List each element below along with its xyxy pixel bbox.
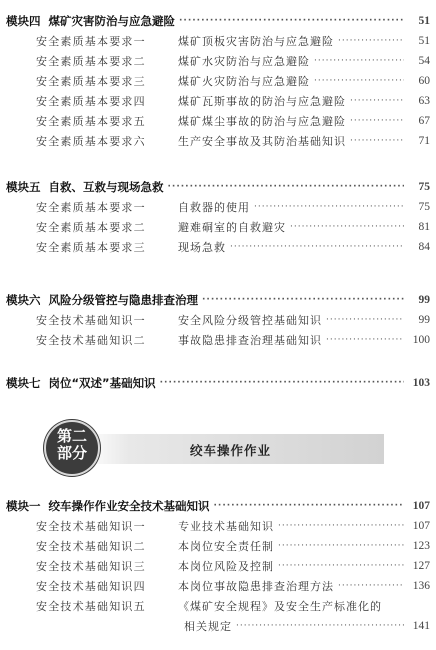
entry-requirement: 安全素质基本要求四 bbox=[36, 95, 146, 108]
page-number: 107 bbox=[412, 520, 430, 532]
page-number: 100 bbox=[412, 334, 430, 346]
dot-leader bbox=[338, 36, 404, 46]
entry-requirement: 安全素质基本要求二 bbox=[36, 55, 146, 68]
dot-leader bbox=[350, 96, 404, 106]
part-badge-label bbox=[46, 428, 98, 462]
dot-leader bbox=[168, 182, 405, 192]
toc-module-4 bbox=[6, 11, 430, 151]
page-number: 51 bbox=[418, 15, 430, 27]
toc-entry[interactable] bbox=[6, 556, 430, 576]
module-label: 模块七 bbox=[6, 376, 41, 390]
toc-entry[interactable] bbox=[6, 197, 430, 217]
entry-requirement: 安全技术基础知识一 bbox=[36, 520, 146, 533]
entry-requirement: 安全素质基本要求五 bbox=[36, 115, 146, 128]
dot-leader bbox=[314, 76, 404, 86]
entry-title: 《煤矿安全规程》及安全生产标准化的 bbox=[178, 600, 382, 613]
entry-title: 本岗位安全责任制 bbox=[178, 540, 274, 553]
toc-entry[interactable] bbox=[6, 111, 430, 131]
dot-leader bbox=[278, 521, 404, 531]
page-number: 99 bbox=[418, 294, 430, 306]
module-title: 煤矿灾害防治与应急避险 bbox=[48, 14, 175, 28]
module-label: 模块一 bbox=[6, 499, 41, 513]
toc-entry[interactable] bbox=[6, 237, 430, 257]
part-badge-line1: 第二 bbox=[56, 427, 87, 445]
module-label: 模块四 bbox=[6, 14, 41, 28]
entry-title: 现场急救 bbox=[178, 241, 226, 254]
entry-title: 本岗位风险及控制 bbox=[178, 560, 274, 573]
dot-leader bbox=[350, 116, 404, 126]
dot-leader bbox=[202, 295, 404, 305]
toc-part2-module-1 bbox=[6, 496, 430, 636]
entry-title: 生产安全事故及其防治基础知识 bbox=[178, 135, 346, 148]
toc-module-heading[interactable] bbox=[6, 11, 430, 31]
entry-title: 煤矿煤尘事故的防治与应急避险 bbox=[178, 115, 346, 128]
page-number: 107 bbox=[412, 500, 430, 512]
module-label: 模块六 bbox=[6, 293, 41, 307]
toc-module-heading[interactable] bbox=[6, 373, 430, 393]
dot-leader bbox=[236, 621, 404, 631]
toc-entry[interactable] bbox=[6, 131, 430, 151]
module-title: 自救、互救与现场急救 bbox=[48, 180, 164, 194]
dot-leader bbox=[278, 541, 404, 551]
entry-title: 自救器的使用 bbox=[178, 201, 250, 214]
module-title: 岗位“双述”基础知识 bbox=[48, 376, 156, 390]
page-number: 63 bbox=[418, 95, 430, 107]
page-number: 136 bbox=[412, 580, 430, 592]
page-number: 84 bbox=[418, 241, 430, 253]
dot-leader bbox=[230, 242, 404, 252]
module-label: 模块五 bbox=[6, 180, 41, 194]
toc-module-7 bbox=[6, 373, 430, 393]
dot-leader bbox=[338, 581, 404, 591]
dot-leader bbox=[326, 335, 404, 345]
entry-title: 煤矿顶板灾害防治与应急避险 bbox=[178, 35, 334, 48]
toc-entry[interactable] bbox=[6, 516, 430, 536]
page-number: 54 bbox=[418, 55, 430, 67]
module-title: 绞车操作作业安全技术基础知识 bbox=[48, 499, 210, 513]
dot-leader bbox=[214, 501, 405, 511]
entry-requirement: 安全技术基础知识四 bbox=[36, 580, 146, 593]
entry-title: 煤矿瓦斯事故的防治与应急避险 bbox=[178, 95, 346, 108]
part-badge-line2: 部分 bbox=[56, 444, 87, 462]
toc-module-6 bbox=[6, 290, 430, 350]
toc-entry[interactable] bbox=[6, 51, 430, 71]
entry-requirement: 安全素质基本要求一 bbox=[36, 35, 146, 48]
entry-requirement: 安全素质基本要求六 bbox=[36, 135, 146, 148]
entry-requirement: 安全技术基础知识三 bbox=[36, 560, 146, 573]
toc-entry[interactable] bbox=[6, 71, 430, 91]
toc-entry[interactable] bbox=[6, 91, 430, 111]
entry-title: 事故隐患排查治理基础知识 bbox=[178, 334, 322, 347]
dot-leader bbox=[326, 315, 404, 325]
dot-leader bbox=[254, 202, 404, 212]
entry-requirement: 安全素质基本要求一 bbox=[36, 201, 146, 214]
dot-leader bbox=[160, 378, 404, 388]
toc-module-heading[interactable] bbox=[6, 496, 430, 516]
toc-entry[interactable] bbox=[6, 536, 430, 556]
entry-requirement: 安全素质基本要求二 bbox=[36, 221, 146, 234]
dot-leader bbox=[179, 16, 404, 26]
page-number: 60 bbox=[418, 75, 430, 87]
toc-entry-continuation[interactable] bbox=[6, 616, 430, 636]
entry-title: 本岗位事故隐患排查治理方法 bbox=[178, 580, 334, 593]
toc-entry[interactable] bbox=[6, 310, 430, 330]
entry-requirement: 安全素质基本要求三 bbox=[36, 75, 146, 88]
module-title: 风险分级管控与隐患排查治理 bbox=[48, 293, 198, 307]
page-number: 71 bbox=[418, 135, 430, 147]
page-number: 67 bbox=[418, 115, 430, 127]
entry-requirement: 安全技术基础知识五 bbox=[36, 600, 146, 613]
dot-leader bbox=[314, 56, 404, 66]
page-number: 123 bbox=[412, 540, 430, 552]
part-title: 绞车操作作业 bbox=[190, 443, 272, 458]
entry-requirement: 安全技术基础知识二 bbox=[36, 334, 146, 347]
page-number: 141 bbox=[412, 620, 430, 632]
page-number: 103 bbox=[412, 377, 430, 389]
page-number: 81 bbox=[418, 221, 430, 233]
toc-module-heading[interactable] bbox=[6, 177, 430, 197]
page-number: 127 bbox=[412, 560, 430, 572]
dot-leader bbox=[350, 136, 404, 146]
toc-entry[interactable] bbox=[6, 576, 430, 596]
page-number: 51 bbox=[418, 35, 430, 47]
entry-requirement: 安全技术基础知识一 bbox=[36, 314, 146, 327]
dot-leader bbox=[278, 561, 404, 571]
page-number: 75 bbox=[418, 181, 430, 193]
part-banner bbox=[44, 420, 386, 476]
page-number: 99 bbox=[418, 314, 430, 326]
entry-requirement: 安全技术基础知识二 bbox=[36, 540, 146, 553]
dot-leader bbox=[290, 222, 404, 232]
toc-entry[interactable] bbox=[6, 330, 430, 350]
entry-title: 相关规定 bbox=[184, 620, 232, 633]
entry-title: 专业技术基础知识 bbox=[178, 520, 274, 533]
entry-requirement: 安全素质基本要求三 bbox=[36, 241, 146, 254]
toc-entry[interactable] bbox=[6, 217, 430, 237]
toc-module-heading[interactable] bbox=[6, 290, 430, 310]
entry-title: 安全风险分级管控基础知识 bbox=[178, 314, 322, 327]
toc-module-5 bbox=[6, 177, 430, 257]
toc-entry[interactable] bbox=[6, 596, 430, 616]
entry-title: 煤矿水灾防治与应急避险 bbox=[178, 55, 310, 68]
toc-entry[interactable] bbox=[6, 31, 430, 51]
entry-title: 避难硐室的自救避灾 bbox=[178, 221, 286, 234]
entry-title: 煤矿火灾防治与应急避险 bbox=[178, 75, 310, 88]
page-number: 75 bbox=[418, 201, 430, 213]
